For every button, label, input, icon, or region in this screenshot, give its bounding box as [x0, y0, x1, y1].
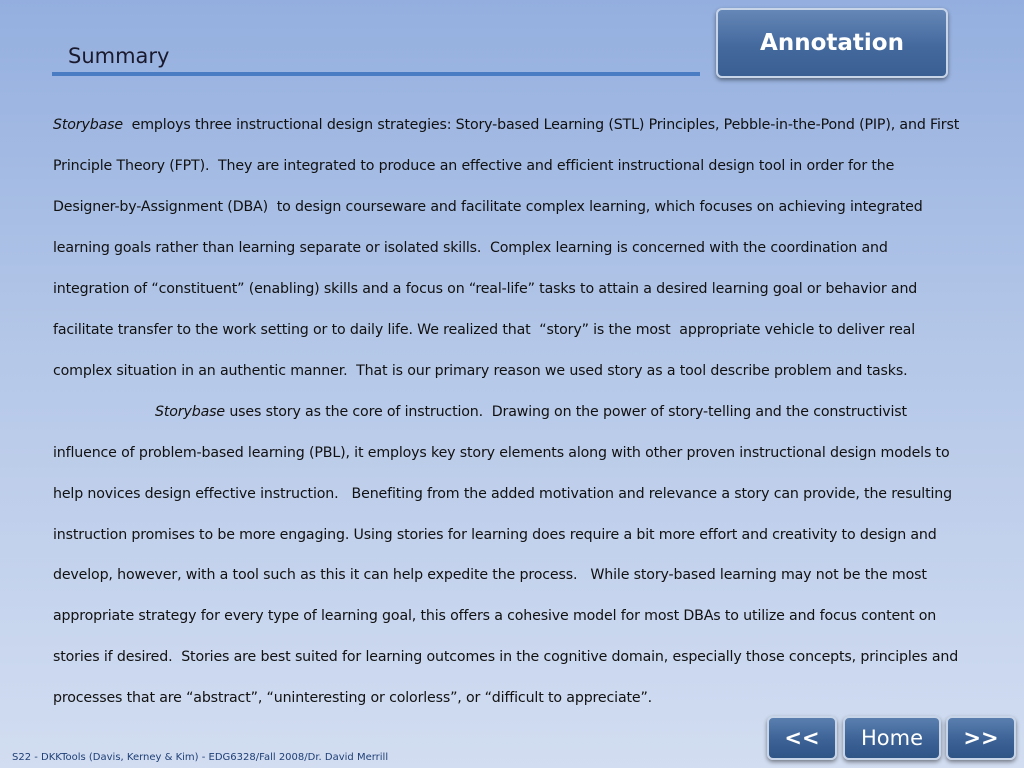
storybase-italic: Storybase — [155, 403, 225, 420]
previous-button[interactable]: << — [767, 716, 837, 760]
paragraph-text: uses story as the core of instruction. Drawing on the power of story-telling and the constructivist influence of problem-based learning (PBL), it employs key story elements along with other proven instructional design models to help novices design effective instruction. Benefiting from the added motivation and relevance a story can provide, the resulting instruction promises to be more engaging. Using stories for learning does require a bit more effort and creativity to design and develop, however, with a tool such as this it can help expedite the process. While story-based learning may not be the most appropriate strategy for every type of learning goal, this offers a cohesive model for most DBAs to utilize and focus content on stories if desired. Stories are best suited for learning outcomes in the cognitive domain, especially those concepts, principles and processes that are “abstract”, “uninteresting or colorless”, or “difficult to appreciate”. — [53, 403, 963, 707]
storybase-italic: Storybase — [53, 117, 123, 133]
annotation-button[interactable]: Annotation — [716, 8, 948, 78]
summary-body — [53, 105, 963, 719]
home-button[interactable]: Home — [843, 716, 941, 760]
footer-credit: S22 - DKKTools (Davis, Kerney & Kim) - EDG6328/Fall 2008/Dr. David Merrill — [12, 752, 389, 763]
next-button[interactable]: >> — [946, 716, 1016, 760]
summary-paragraph-1 — [53, 105, 963, 392]
paragraph-text: employs three instructional design strategies: Story-based Learning (STL) Principles, Pebble-in-the-Pond (PIP), and First Principle Theory (FPT). They are integrated to produce an effective and efficient instructional design tool in order for the Designer-by-Assignment (DBA) to design courseware and facilitate complex learning, which focuses on achieving integrated learning goals rather than learning separate or isolated skills. Complex learning is concerned with the coordination and integration of “constituent” (enabling) skills and a focus on “real-life” tasks to attain a desired learning goal or behavior and facilitate transfer to the work setting or to daily life. We realized that “story” is the most appropriate vehicle to deliver real complex situation in an authentic manner. That is our primary reason we used story as a tool describe problem and tasks. — [53, 117, 964, 379]
page-title: Summary — [68, 44, 170, 68]
title-underline — [52, 72, 700, 76]
summary-paragraph-2 — [53, 392, 963, 720]
